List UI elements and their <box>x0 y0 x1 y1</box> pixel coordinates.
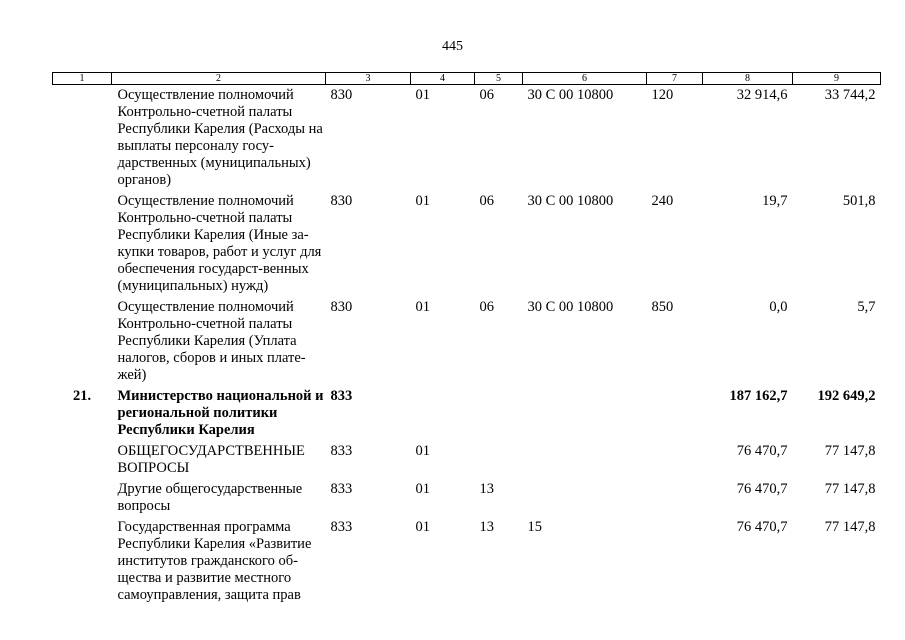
cell-ministry-code: 833 <box>330 388 353 404</box>
cell-ministry-code: 830 <box>330 299 353 315</box>
row-name: Осуществление полномочий Контрольно-счетной палаты Республики Карелия (Иные за-купки товаров, работ и услуг для обеспечения государст-венных (муниципальных) нужд) <box>117 193 322 294</box>
row-name: ОБЩЕГОСУДАРСТВЕННЫЕ ВОПРОСЫ <box>117 443 305 476</box>
column-header: 8 <box>703 73 793 85</box>
row-number <box>53 441 112 479</box>
cell-amount-2: 77 147,8 <box>824 481 876 497</box>
table-row <box>53 85 881 192</box>
cell-ministry-code: 833 <box>330 443 353 459</box>
column-header: 9 <box>793 73 881 85</box>
row-number <box>53 297 112 386</box>
cell-amount-1: 76 470,7 <box>736 481 788 497</box>
cell-expense-type <box>647 479 703 517</box>
table-row <box>53 517 881 606</box>
cell-ministry-code: 830 <box>330 193 353 209</box>
row-name: Другие общегосударственные вопросы <box>117 481 303 514</box>
cell-subsection: 06 <box>479 193 494 209</box>
cell-target-article: 30 С 00 10800 <box>527 87 614 103</box>
cell-amount-1: 76 470,7 <box>736 443 788 459</box>
cell-amount-2: 77 147,8 <box>824 519 876 535</box>
table-row <box>53 441 881 479</box>
column-header: 2 <box>112 73 326 85</box>
cell-target-article <box>523 441 647 479</box>
column-header: 6 <box>523 73 647 85</box>
cell-ministry-code: 833 <box>330 481 353 497</box>
row-number <box>53 517 112 606</box>
row-number <box>53 479 112 517</box>
cell-amount-2: 192 649,2 <box>817 388 876 404</box>
column-header: 5 <box>475 73 523 85</box>
row-name: Осуществление полномочий Контрольно-счетной палаты Республики Карелия (Уплата налогов, сборов и иных плате-жей) <box>117 299 306 383</box>
cell-subsection: 06 <box>479 87 494 103</box>
cell-expense-type <box>647 517 703 606</box>
cell-ministry-code: 830 <box>330 87 353 103</box>
budget-table <box>52 72 881 606</box>
table-row <box>53 297 881 386</box>
cell-section: 01 <box>415 481 430 497</box>
column-header: 3 <box>326 73 411 85</box>
cell-subsection: 06 <box>479 299 494 315</box>
row-name: Министерство национальной и региональной политики Республики Карелия <box>117 388 324 438</box>
cell-section: 01 <box>415 193 430 209</box>
cell-subsection: 13 <box>479 481 494 497</box>
column-header: 7 <box>647 73 703 85</box>
column-number-row <box>53 73 881 85</box>
cell-expense-type <box>647 441 703 479</box>
cell-section: 01 <box>415 299 430 315</box>
cell-amount-1: 187 162,7 <box>729 388 788 404</box>
cell-subsection <box>475 386 523 441</box>
cell-expense-type: 240 <box>651 193 674 209</box>
row-name: Государственная программа Республики Карелия «Развитие институтов гражданского об-щества и развитие местного самоуправления, защита прав <box>117 519 312 603</box>
cell-section: 01 <box>415 519 430 535</box>
cell-section: 01 <box>415 87 430 103</box>
cell-target-article: 30 С 00 10800 <box>527 193 614 209</box>
cell-target-article <box>523 479 647 517</box>
cell-subsection <box>475 441 523 479</box>
cell-amount-2: 5,7 <box>857 299 876 315</box>
cell-amount-1: 32 914,6 <box>736 87 788 103</box>
row-number: 21. <box>72 388 92 404</box>
cell-target-article <box>523 386 647 441</box>
table-row <box>53 386 881 441</box>
cell-ministry-code: 833 <box>330 519 353 535</box>
cell-amount-2: 501,8 <box>842 193 876 209</box>
row-name: Осуществление полномочий Контрольно-счетной палаты Республики Карелия (Расходы на выплаты персоналу госу-дарственных (муниципальных) органов) <box>117 87 323 188</box>
cell-amount-1: 0,0 <box>769 299 788 315</box>
cell-amount-2: 77 147,8 <box>824 443 876 459</box>
cell-section: 01 <box>415 443 430 459</box>
cell-expense-type <box>647 386 703 441</box>
table-row <box>53 191 881 297</box>
cell-section <box>411 386 475 441</box>
cell-target-article: 30 С 00 10800 <box>527 299 614 315</box>
column-header: 1 <box>53 73 112 85</box>
cell-target-article: 15 <box>527 519 542 535</box>
cell-amount-1: 19,7 <box>762 193 788 209</box>
row-number <box>53 85 112 192</box>
cell-expense-type: 850 <box>651 299 674 315</box>
table-row <box>53 479 881 517</box>
cell-amount-1: 76 470,7 <box>736 519 788 535</box>
cell-amount-2: 33 744,2 <box>824 87 876 103</box>
cell-expense-type: 120 <box>651 87 674 103</box>
column-header: 4 <box>411 73 475 85</box>
cell-subsection: 13 <box>479 519 494 535</box>
page-number: 445 <box>442 39 463 54</box>
row-number <box>53 191 112 297</box>
